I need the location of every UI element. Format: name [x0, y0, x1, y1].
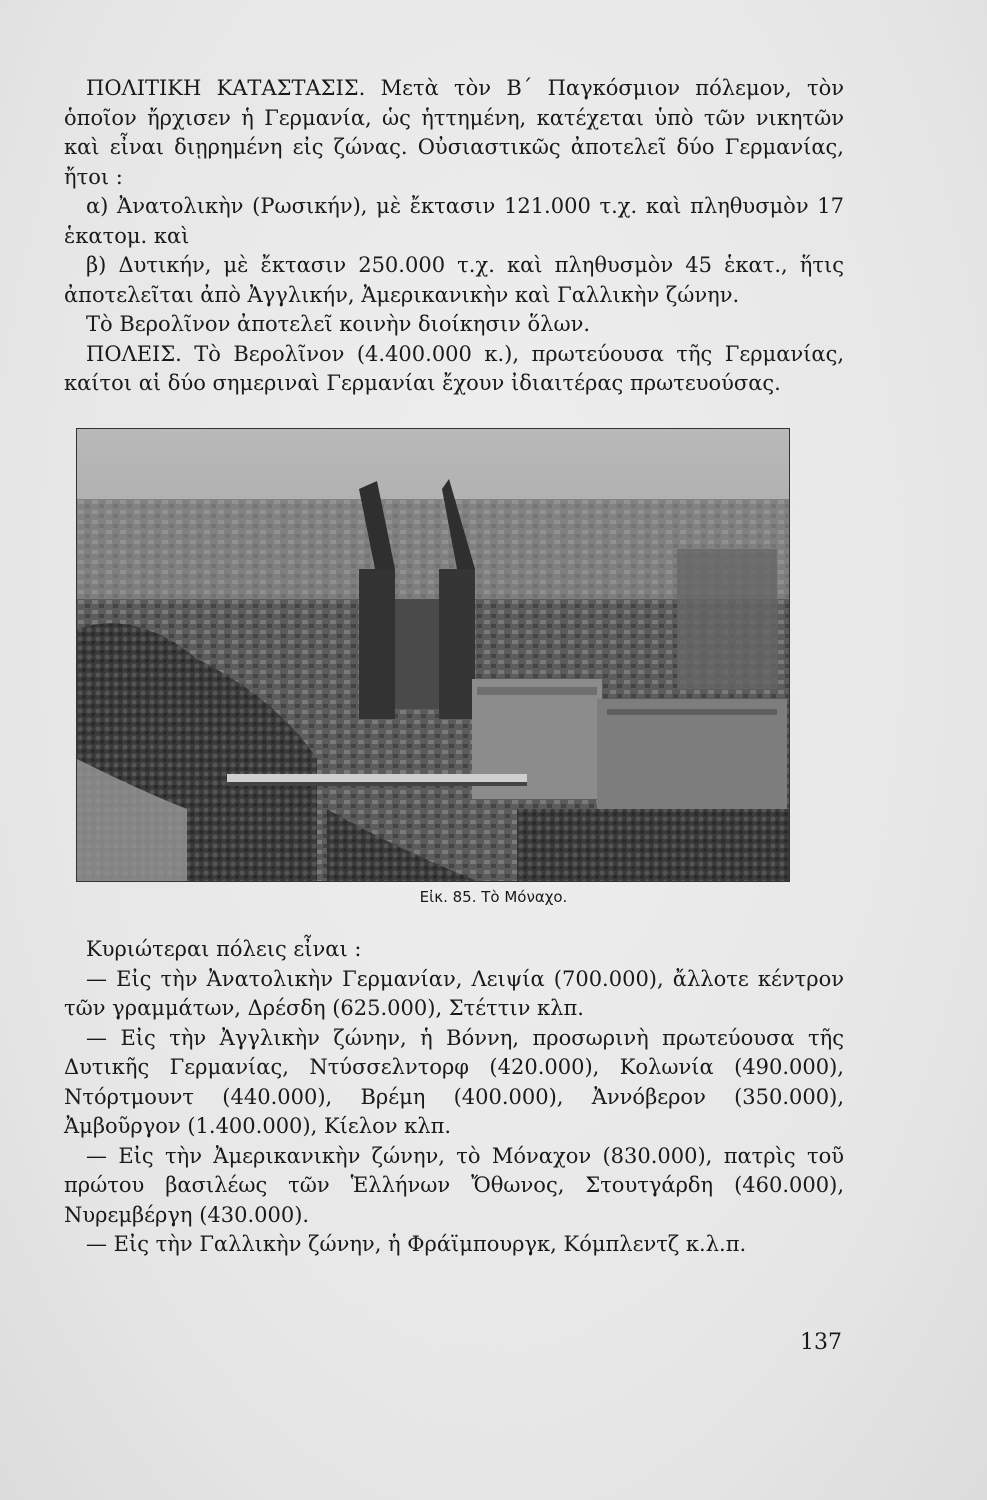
paragraph-cities-berlin: ΠΟΛΕΙΣ. Τὸ Βερολῖνον (4.400.000 κ.), πρωτεύουσα τῆς Γερμανίας, καίτοι αἱ δύο σημεριναὶ Γερμανίαι ἔχουν ἰδιαιτέρας πρωτευούσας. — [64, 341, 844, 395]
paragraph-east-germany: α) Ἀνατολικὴν (Ρωσικήν), μὲ ἔκτασιν 121.000 τ.χ. καὶ πληθυσμὸν 17 ἑκατομ. καὶ — [64, 194, 844, 248]
paragraph-american-zone: — Εἰς τὴν Ἀμερικανικὴν ζώνην, τὸ Μόναχον (830.000), πατρὶς τοῦ πρώτου βασιλέως τῶν Ἑλλήνων Ὄθωνος, Στουτγάρδη (460.000), Νυρεμβέργη (430.000). — [64, 1143, 844, 1227]
paragraph-west-germany: β) Δυτικήν, μὲ ἔκτασιν 250.000 τ.χ. καὶ πληθυσμὸν 45 ἑκατ., ἥτις ἀποτελεῖται ἀπὸ Ἀγγλικήν, Ἀμερικανικὴν καὶ Γαλλικὴν ζώνην. — [64, 253, 844, 307]
page-number: 137 — [800, 1330, 842, 1355]
paragraph-berlin-administration: Τὸ Βερολῖνον ἀποτελεῖ κοινὴν διοίκησιν ὅλων. — [86, 312, 591, 336]
paragraph-east-cities: — Εἰς τὴν Ἀνατολικὴν Γερμανίαν, Λειψία (700.000), ἄλλοτε κέντρον τῶν γραμμάτων, Δρέσδη (625.000), Στέττιν κλπ. — [64, 966, 844, 1020]
paragraph-political-situation: ΠΟΛΙΤΙΚΗ ΚΑΤΑΣΤΑΣΙΣ. Μετὰ τὸν Β΄ Παγκόσμιον πόλεμον, τὸν ὁποῖον ἤρχισεν ἡ Γερμανία, ὡς ἡττημένη, κατέχεται ὑπὸ τῶν νικητῶν καὶ εἶναι διῃρημένη εἰς ζώνας. Οὐσιαστικῶς ἀποτελεῖ δύο Γερμανίας, ἤτοι : — [64, 76, 844, 189]
paragraph-french-zone: — Εἰς τὴν Γαλλικὴν ζώνην, ἡ Φράϊμπουργκ, Κόμπλεντζ κ.λ.π. — [86, 1232, 747, 1256]
figure-caption: Εἰκ. 85. Τὸ Μόναχο. — [419, 888, 568, 906]
munich-photo — [76, 428, 790, 882]
paragraph-main-cities-intro: Κυριώτεραι πόλεις εἶναι : — [86, 937, 362, 961]
text-bottom — [64, 935, 844, 1260]
munich-cityscape-image — [77, 429, 789, 881]
text-top — [64, 74, 844, 399]
paragraph-british-zone: — Εἰς τὴν Ἀγγλικὴν ζώνην, ἡ Βόννη, προσωρινὴ πρωτεύουσα τῆς Δυτικῆς Γερμανίας, Ντύσσελντορφ (420.000), Κολωνία (490.000), Ντόρτμουντ (440.000), Βρέμη (400.000), Ἀννόβερον (350.000), Ἀμβοῦργον (1.400.000), Κίελον κλπ. — [64, 1025, 844, 1138]
